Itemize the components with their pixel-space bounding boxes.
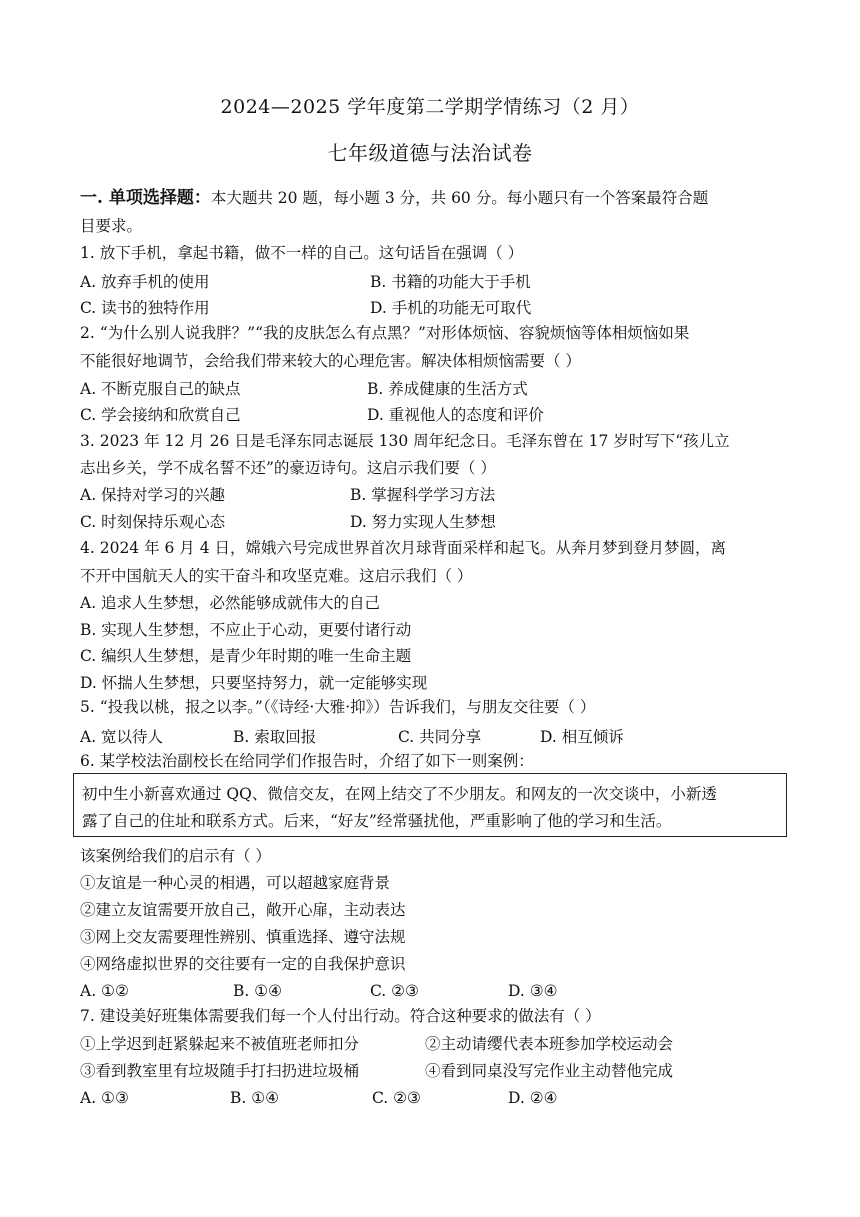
question-5-option-c: C. 共同分享 xyxy=(398,728,482,746)
question-2-option-a: A. 不断克服自己的缺点 xyxy=(80,380,241,398)
section-heading: 一. 单项选择题： xyxy=(80,188,211,208)
question-7-option-b: B. ①④ xyxy=(230,1089,280,1107)
question-4-stem: 4. 2024 年 6 月 4 日，嫦娥六号完成世界首次月球背面采样和起飞。从奔月梦到登月梦圆，离 xyxy=(80,539,727,557)
question-7-option-d: D. ②④ xyxy=(508,1089,558,1107)
question-2-option-b: B. 养成健康的生活方式 xyxy=(367,380,528,398)
question-3-option-d: D. 努力实现人生梦想 xyxy=(350,513,496,531)
question-7-statement-3: ③看到教室里有垃圾随手打扫扔进垃圾桶 xyxy=(80,1062,360,1080)
question-4-option-a: A. 追求人生梦想，必然能够成就伟大的自己 xyxy=(80,594,381,612)
question-7-statement-4: ④看到同桌没写完作业主动替他完成 xyxy=(425,1062,674,1080)
question-7-option-c: C. ②③ xyxy=(372,1089,421,1107)
question-3-option-b: B. 掌握科学学习方法 xyxy=(350,486,496,504)
exam-title: 2024—2025 学年度第二学期学情练习（2 月） xyxy=(220,96,640,118)
section-instructions: 本大题共 20 题，每小题 3 分，共 60 分。每小题只有一个答案最符合题 xyxy=(210,189,709,207)
question-4-option-d: D. 怀揣人生梦想，只要坚持努力，就一定能够实现 xyxy=(80,674,428,692)
question-3-stem: 3. 2023 年 12 月 26 日是毛泽东同志诞辰 130 周年纪念日。毛泽东曾在 17 岁时写下“孩儿立 xyxy=(80,432,730,450)
question-5-option-a: A. 宽以待人 xyxy=(80,728,164,746)
question-6-statement-1: ①友谊是一种心灵的相遇，可以超越家庭背景 xyxy=(80,874,391,892)
question-2-option-d: D. 重视他人的态度和评价 xyxy=(367,406,544,424)
question-6-stem: 6. 某学校法治副校长在给同学们作报告时，介绍了如下一则案例： xyxy=(80,752,534,770)
question-2-option-c: C. 学会接纳和欣赏自己 xyxy=(80,406,241,424)
question-7-stem: 7. 建设美好班集体需要我们每一个人付出行动。符合这种要求的做法有（ ） xyxy=(80,1007,601,1025)
question-1-option-c: C. 读书的独特作用 xyxy=(80,299,210,317)
question-6-statement-3: ③网上交友需要理性辨别、慎重选择、遵守法规 xyxy=(80,928,406,946)
question-5-stem: 5. “投我以桃，报之以李。”（《诗经·大雅·抑》）告诉我们，与朋友交往要（ ） xyxy=(80,698,596,716)
question-1-option-d: D. 手机的功能无可取代 xyxy=(370,299,532,317)
question-7-statement-1: ①上学迟到赶紧躲起来不被值班老师扣分 xyxy=(80,1035,360,1053)
question-1-option-a: A. 放弃手机的使用 xyxy=(80,273,210,291)
question-6-prompt: 该案例给我们的启示有（ ） xyxy=(80,847,271,865)
question-6-option-d: D. ③④ xyxy=(508,982,558,1000)
question-5-option-b: B. 索取回报 xyxy=(233,728,317,746)
question-6-statement-4: ④网络虚拟世界的交往要有一定的自我保护意识 xyxy=(80,955,406,973)
question-4-stem-cont: 不开中国航天人的实干奋斗和攻坚克难。这启示我们（ ） xyxy=(80,567,473,585)
question-6-statement-2: ②建立友谊需要开放自己，敞开心扉，主动表达 xyxy=(80,901,406,919)
question-2-stem: 2. “为什么别人说我胖？”“我的皮肤怎么有点黑？”对形体烦恼、容貌烦恼等体相烦恼如果 xyxy=(80,324,690,342)
case-study-line-2: 露了自己的住址和联系方式。后来，“好友”经常骚扰他，严重影响了他的学习和生活。 xyxy=(82,812,672,830)
question-4-option-b: B. 实现人生梦想，不应止于心动，更要付诸行动 xyxy=(80,621,412,639)
exam-subtitle: 七年级道德与法治试卷 xyxy=(327,141,533,165)
question-3-option-a: A. 保持对学习的兴趣 xyxy=(80,486,226,504)
case-study-line-1: 初中生小新喜欢通过 QQ、微信交友，在网上结交了不少朋友。和网友的一次交谈中，小新透 xyxy=(82,785,717,803)
question-4-option-c: C. 编织人生梦想，是青少年时期的唯一生命主题 xyxy=(80,647,412,665)
question-3-option-c: C. 时刻保持乐观心态 xyxy=(80,513,226,531)
question-6-option-b: B. ①④ xyxy=(233,982,283,1000)
question-7-statement-2: ②主动请缨代表本班参加学校运动会 xyxy=(425,1035,674,1053)
section-instructions-cont: 目要求。 xyxy=(80,217,143,235)
question-5-option-d: D. 相互倾诉 xyxy=(540,728,624,746)
question-2-stem-cont: 不能很好地调节，会给我们带来较大的心理危害。解决体相烦恼需要（ ） xyxy=(80,352,581,370)
question-3-stem-cont: 志出乡关，学不成名誓不还”的豪迈诗句。这启示我们要（ ） xyxy=(80,459,496,477)
question-6-option-c: C. ②③ xyxy=(370,982,419,1000)
question-1-stem: 1. 放下手机，拿起书籍，做不一样的自己。这句话旨在强调（ ） xyxy=(80,244,524,262)
section-intro xyxy=(80,188,708,208)
question-1-option-b: B. 书籍的功能大于手机 xyxy=(370,273,531,291)
question-7-option-a: A. ①③ xyxy=(80,1089,129,1107)
question-6-option-a: A. ①② xyxy=(80,982,129,1000)
